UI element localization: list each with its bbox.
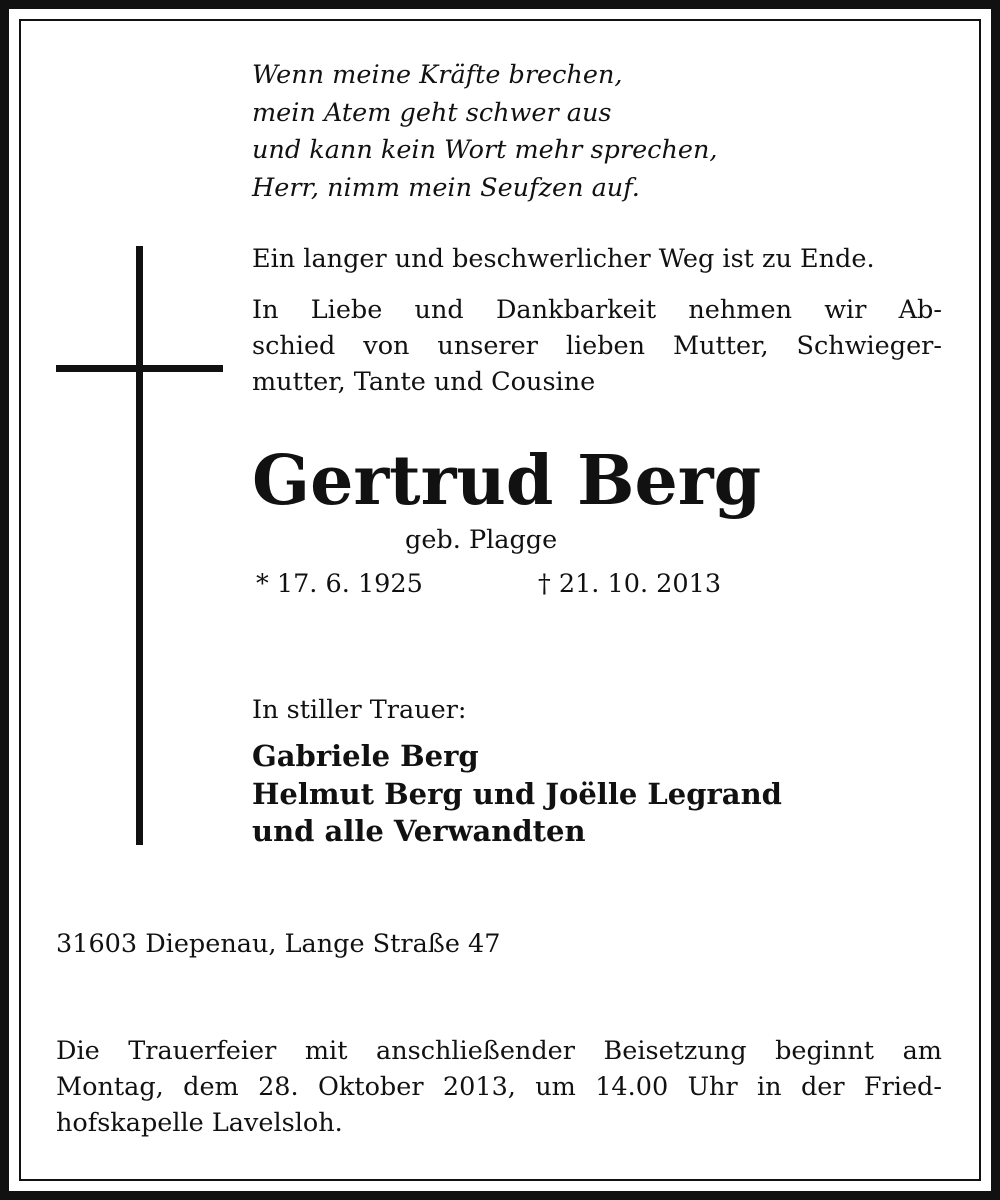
service-announcement xyxy=(56,1033,942,1141)
farewell-line: schied von unserer lieben Mutter, Schwieger- xyxy=(252,331,942,361)
mourner-name: Gabriele Berg xyxy=(252,739,479,773)
poem-line: mein Atem geht schwer aus xyxy=(252,97,612,128)
maiden-name: geb. Plagge xyxy=(405,525,558,555)
mourner-name: und alle Verwandten xyxy=(252,814,586,848)
birth-date: * 17. 6. 1925 xyxy=(256,569,423,599)
mourners-label: In stiller Trauer: xyxy=(252,695,467,725)
poem-line: Wenn meine Kräfte brechen, xyxy=(252,60,623,90)
poem-line: Herr, nimm mein Seufzen auf. xyxy=(252,172,640,203)
service-line: Montag, dem 28. Oktober 2013, um 14.00 Uhr in der Fried- xyxy=(56,1072,942,1102)
mourners-list xyxy=(252,738,782,851)
farewell-line: mutter, Tante und Cousine xyxy=(252,367,596,397)
death-date: † 21. 10. 2013 xyxy=(538,569,722,599)
poem xyxy=(252,57,942,207)
cross-horizontal-bar xyxy=(56,365,223,372)
farewell-text xyxy=(252,292,942,400)
service-line: hofskapelle Lavelsloh. xyxy=(56,1108,343,1138)
deceased-name: Gertrud Berg xyxy=(252,441,762,521)
poem-line: und kann kein Wort mehr sprechen, xyxy=(252,135,718,165)
service-line: Die Trauerfeier mit anschließender Beisetzung beginnt am xyxy=(56,1036,942,1066)
address: 31603 Diepenau, Lange Straße 47 xyxy=(56,929,501,959)
intro-text: Ein langer und beschwerlicher Weg ist zu Ende. xyxy=(252,244,875,274)
mourner-name: Helmut Berg und Joëlle Legrand xyxy=(252,776,782,811)
farewell-line: In Liebe und Dankbarkeit nehmen wir Ab- xyxy=(252,295,942,325)
cross-vertical-bar xyxy=(136,246,143,845)
